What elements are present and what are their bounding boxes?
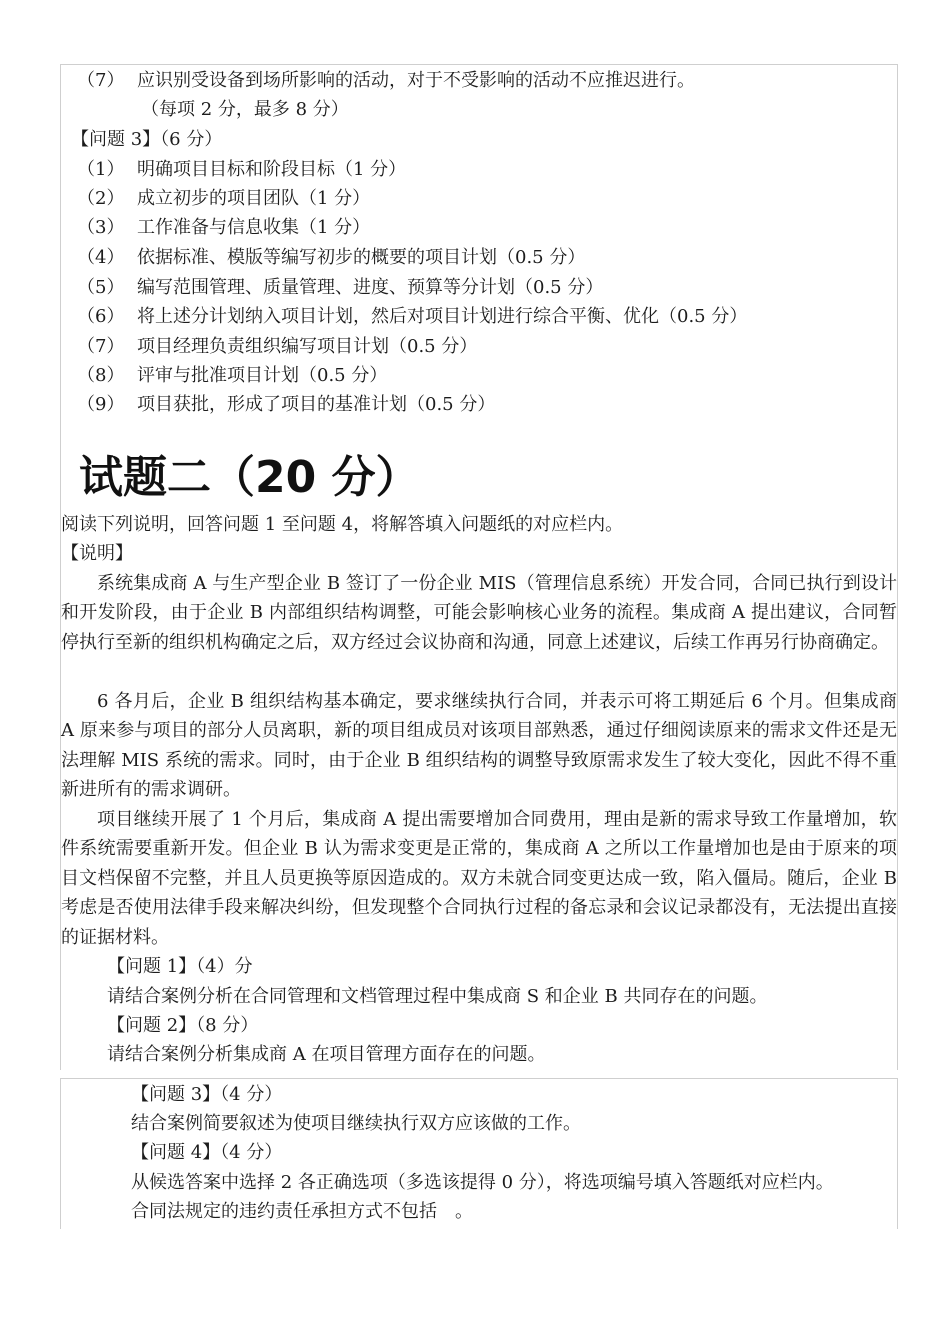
item-text: 成立初步的项目团队（1 分） (137, 188, 371, 209)
question-1-text: 请结合案例分析在合同管理和文档管理过程中集成商 S 和企业 B 共同存在的问题。 (107, 986, 768, 1007)
item-number: （6） (77, 306, 125, 327)
item-text: 项目获批，形成了项目的基准计划（0.5 分） (137, 394, 496, 415)
question-3-text: 结合案例简要叙述为使项目继续执行双方应该做的工作。 (131, 1113, 581, 1134)
item-text: 依据标准、模版等编写初步的概要的项目计划（0.5 分） (137, 247, 586, 268)
item-number: （1） (77, 159, 125, 180)
item-text: 编写范围管理、质量管理、进度、预算等分计划（0.5 分） (137, 277, 604, 298)
item-number: （7） (77, 70, 125, 91)
question-1-heading: 【问题 1】（4）分 (107, 956, 253, 977)
item-text: 项目经理负责组织编写项目计划（0.5 分） (137, 336, 478, 357)
document-panel-continued (60, 1078, 898, 1229)
question-4-prompt: 合同法规定的违约责任承担方式不包括 。 (131, 1201, 473, 1222)
description-paragraph-3: 项目继续开展了 1 个月后，集成商 A 提出需要增加合同费用，理由是新的需求导致工作量增加，软件系统需要重新开发。但企业 B 认为需求变更是正常的，集成商 A 之所以工作量增加也是由于原来的项目文档保留不完整，并且人员更换等原因造成的。双方未就合同变更达成一致，陷入僵局。随后，企业 B 考虑是否使用法律手段来解决纠纷，但发现整个合同执行过程的备忘录和会议记录都没有，无法提出直接的证据材料。 (61, 809, 897, 948)
item-number: （3） (77, 217, 125, 238)
question-3-heading: 【问题 3】（4 分） (131, 1084, 283, 1105)
description-heading: 【说明】 (61, 543, 133, 564)
document-panel-main (60, 64, 898, 1070)
item-number: （5） (77, 277, 125, 298)
item-text: 评审与批准项目计划（0.5 分） (137, 365, 388, 386)
section-title: 试题二（20 分） (79, 452, 420, 503)
item-number: （2） (77, 188, 125, 209)
question-2-text: 请结合案例分析集成商 A 在项目管理方面存在的问题。 (107, 1044, 546, 1065)
item-text: 工作准备与信息收集（1 分） (137, 217, 371, 238)
question-3-heading: 【问题 3】（6 分） (71, 129, 223, 150)
question-4-heading: 【问题 4】（4 分） (131, 1142, 283, 1163)
question-2-heading: 【问题 2】（8 分） (107, 1015, 259, 1036)
item-text: 明确项目目标和阶段目标（1 分） (137, 159, 407, 180)
item-number: （9） (77, 394, 125, 415)
question-4-text: 从候选答案中选择 2 各正确选项（多选该提得 0 分），将选项编号填入答题纸对应栏内。 (131, 1172, 834, 1193)
item-number: （8） (77, 365, 125, 386)
description-paragraph-1: 系统集成商 A 与生产型企业 B 签订了一份企业 MIS（管理信息系统）开发合同，合同已执行到设计和开发阶段，由于企业 B 内部组织结构调整，可能会影响核心业务的流程。集成商 A 提出建议，合同暂停执行至新的组织机构确定之后，双方经过会议协商和沟通，同意上述建议，后续工作再另行协商确定。 (61, 573, 897, 653)
item-number: （7） (77, 336, 125, 357)
description-paragraph-2: 6 各月后，企业 B 组织结构基本确定，要求继续执行合同，并表示可将工期延后 6 个月。但集成商 A 原来参与项目的部分人员离职，新的项目组成员对该项目部熟悉，通过仔细阅读原来的需求文件还是无法理解 MIS 系统的需求。同时，由于企业 B 组织结构的调整导致原需求发生了较大变化，因此不得不重新进所有的需求调研。 (61, 691, 897, 801)
scoring-note: （每项 2 分，最多 8 分） (141, 99, 349, 120)
item-number: （4） (77, 247, 125, 268)
item-text: 将上述分计划纳入项目计划，然后对项目计划进行综合平衡、优化（0.5 分） (137, 306, 748, 327)
item-text: 应识别受设备到场所影响的活动，对于不受影响的活动不应推迟进行。 (137, 70, 695, 91)
section-intro: 阅读下列说明，回答问题 1 至问题 4，将解答填入问题纸的对应栏内。 (61, 514, 624, 535)
